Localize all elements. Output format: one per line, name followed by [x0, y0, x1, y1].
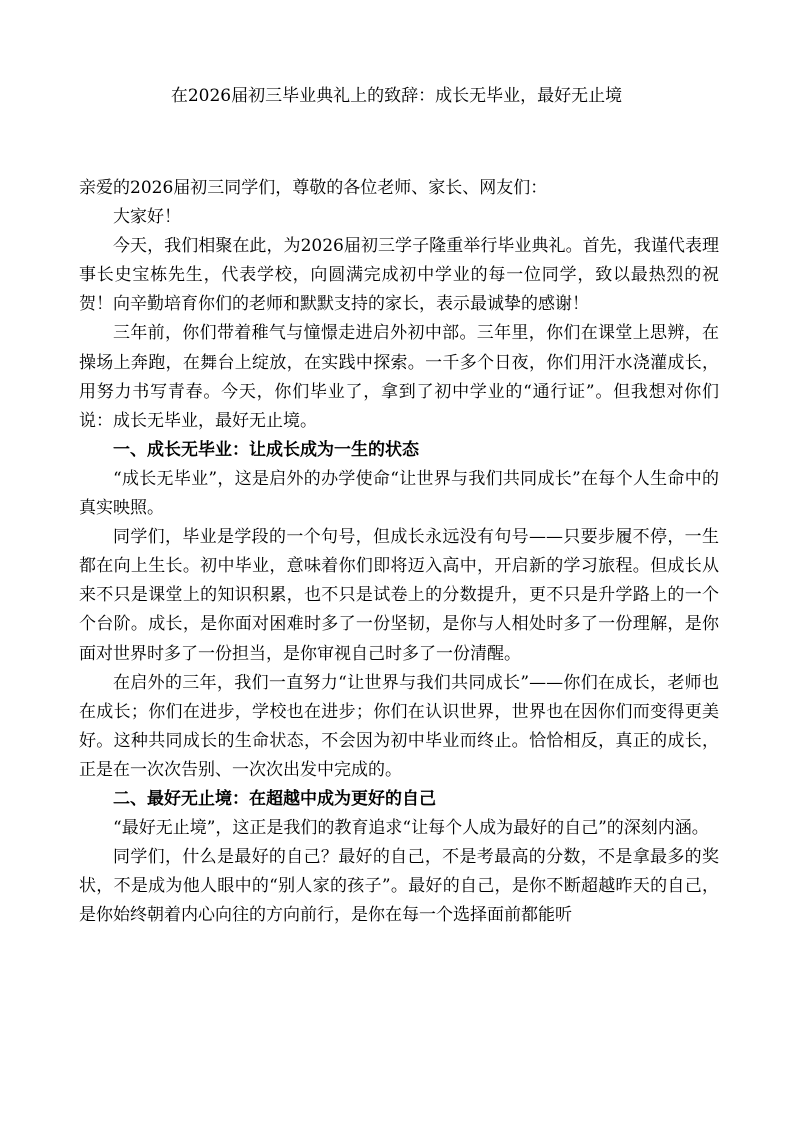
section-heading: 一、成长无毕业：让成长成为一生的状态	[113, 439, 419, 460]
paragraph: 今天，我们相聚在此，为2026届初三学子隆重举行毕业典礼。首先，我谨代表理事长史宝栋先生，代表学校，向圆满完成初中学业的每一位同学，致以最热烈的祝贺！向辛勤培育你们的老师和默默支持的家长，表示最诚挚的感谢！	[79, 236, 719, 315]
paragraph: 三年前，你们带着稚气与憧憬走进启外初中部。三年里，你们在课堂上思辨，在操场上奔跑，在舞台上绽放，在实践中探索。一千多个日夜，你们用汗水浇灌成长，用努力书写青春。今天，你们毕业了，拿到了初中学业的“通行证”。但我想对你们说：成长无毕业，最好无止境。	[79, 323, 719, 431]
paragraph: “成长无毕业”，这是启外的办学使命“让世界与我们共同成长”在每个人生命中的真实映照。	[79, 468, 719, 519]
paragraph: 同学们，毕业是学段的一个句号，但成长永远没有句号——只要步履不停，一生都在向上生长。初中毕业，意味着你们即将迈入高中，开启新的学习旅程。但成长从来不只是课堂上的知识积累，也不只是试卷上的分数提升，更不只是升学路上的一个个台阶。成长，是你面对困难时多了一份坚韧，是你与人相处时多了一份理解，是你面对世界时多了一份担当，是你审视自己时多了一份清醒。	[79, 527, 719, 664]
paragraph: “最好无止境”，这正是我们的教育追求“让每个人成为最好的自己”的深刻内涵。	[113, 818, 709, 839]
paragraph: 在启外的三年，我们一直努力“让世界与我们共同成长”——你们在成长，老师也在成长；你们在进步，学校也在进步；你们在认识世界，世界也在因你们而变得更美好。这种共同成长的生命状态，不会因为初中毕业而终止。恰恰相反，真正的成长，正是在一次次告别、一次次出发中完成的。	[79, 672, 719, 780]
greeting: 亲爱的2026届初三同学们，尊敬的各位老师、家长、网友们：	[79, 178, 548, 198]
document-title: 在2026届初三毕业典礼上的致辞：成长无毕业，最好无止境	[170, 86, 623, 106]
paragraph: 同学们，什么是最好的自己？最好的自己，不是考最高的分数，不是拿最多的奖状，不是成为他人眼中的“别人家的孩子”。最好的自己，是你不断超越昨天的自己，是你始终朝着内心向往的方向前行，是你在每一个选择面前都能听	[79, 847, 719, 926]
section-heading: 二、最好无止境：在超越中成为更好的自己	[113, 788, 436, 809]
document-body	[79, 174, 719, 930]
paragraph: 大家好！	[113, 207, 181, 228]
